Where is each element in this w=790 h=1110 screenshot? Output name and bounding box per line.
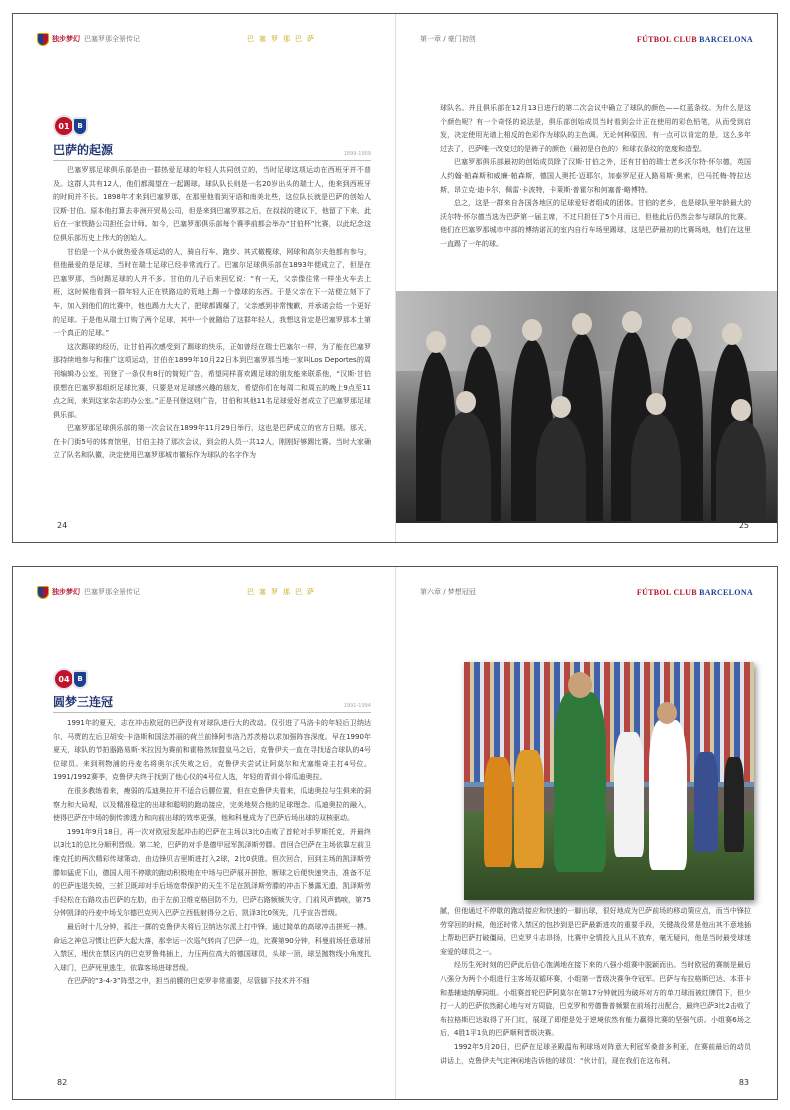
page-83 xyxy=(396,567,777,1099)
club-wordmark-a: FÚTBOL CLUB xyxy=(636,34,700,44)
page-number: 25 xyxy=(738,521,749,530)
chapter-number-icon: 04 xyxy=(53,668,75,690)
chapter-number-icon: 01 xyxy=(53,115,75,137)
running-header-right xyxy=(420,585,753,599)
paragraph: 巴塞罗那俱乐部最初的创始成员除了汉斯·甘伯之外，还有甘伯的瑞士老乡沃尔特·怀尔德，英国人约翰·帕森斯和威廉·帕森斯，德国人奥托·迈耶尔，加泰罗尼亚人路易斯·奥索，巴马托梅·特拉达斯，昂立克·迪卡尔，佩雷·卡波特，卡莱斯·普霍尔和何塞普·略博特。 xyxy=(440,158,751,194)
page-number: 83 xyxy=(738,1078,749,1087)
club-crest-icon xyxy=(37,33,49,46)
paragraph: 在巴萨的“3-4-3”阵型之中，担当前腰的巴克罗非常重要，尽管脚下技术并不细 xyxy=(67,977,310,986)
spread-chapter-1 xyxy=(12,13,778,543)
chapter-label: 第一章 / 豪门初创 xyxy=(420,35,476,43)
barca-shield-icon: B xyxy=(72,117,88,136)
barca-shield-icon: B xyxy=(72,670,88,689)
players-walking-out-photo xyxy=(464,662,754,900)
paragraph: 1992年5月20日，巴萨在足球圣殿温布利球场对阵意大利冠军桑普多利亚，在赛前最后的动员讲话上，克鲁伊夫气定神闲地告诉他的球员：“伙计们，现在我们在这布利。 xyxy=(440,1042,751,1065)
running-header-right xyxy=(420,32,753,46)
paragraph: 1991年9月18日，再一次对欧冠发起冲击的巴萨在主场以3比0击败了首轮对手罗斯托克，并最终以3比1的总比分顺利晋级。第二轮，巴萨的对手是德甲冠军凯泽斯劳滕。首回合巴萨在主场依靠左前卫维克托的两次精彩传球策动，由边锋贝吉里斯进打入2球，2比0获胜。但次回合，回到主场的凯泽斯劳滕如猛虎下山，德国人用不停歇的跑动积极地在中场与巴萨展开拼抢，断球之后便快速突击，准备不足的巴萨连退失锐，三折卫既却对手后场宽带保护的天生不足在凯泽斯劳滕的冲击下暴露无遗，凯泽斯劳手轻松在右路攻击巴萨的左肋，由于左前卫维克格回防不力，巴萨右路频频失守，门前风声鹤唳，第75分钟凯泽的丹麦中场戈尔德巴克列入巴萨立西低射得分之后，凯泽3比0领先，几乎宣告晋级。 xyxy=(53,827,371,918)
body-text-right xyxy=(440,905,751,1077)
historic-team-photo xyxy=(396,291,777,523)
club-wordmark-a: FÚTBOL CLUB xyxy=(636,587,700,597)
section-years: 1899-1909 xyxy=(343,151,371,157)
body-text-left xyxy=(53,164,371,514)
book-subtitle: 巴塞罗那全景传记 xyxy=(84,35,140,43)
page-82 xyxy=(13,567,396,1099)
header-center-text: 巴塞罗那巴萨 xyxy=(247,588,319,596)
page-24 xyxy=(13,14,396,542)
paragraph: 最后时十几分钟，孤注一掷的克鲁伊夫将后卫纳达尔派上打中锋，通过简单的高球冲击拼死一搏。命运之神总习惯让巴萨大起大落，那幸运一次巡气转向了巴萨一边，比赛第90分钟，科曼前场任意球吊入禁区，埋伏在禁区内的巴克罗鲁弗插上，力压两位高大的德国球员，头球一顶，球呈抛物线小角度扎入球门，巴萨死里逃生，依靠客场进球晋级。 xyxy=(53,922,371,972)
section-title xyxy=(53,693,371,713)
paragraph: 这次踢球的经历，让甘伯再次感受到了踢球的快乐，正如曾经在瑞士巴塞尔一样，为了能在巴塞罗那持续地参与和推广这项运动，甘伯在1899年10月22日本到巴塞罗那当地一家叫Los Deportes的周刊编辑办公室，刊登了一条仅有8行的简短广告，希望同样喜欢踢足球的朋友能来联系他，“汉斯·甘伯很想在巴塞罗那组织足球比赛，只要是对足球感兴趣的朋友，希望你们在每周二和周五的晚上9点至11点之间，来到这家杂志的办公室。”正是刊登这则广告，甘伯和其他11名足球爱好者成立了巴塞罗那足球俱乐部。 xyxy=(53,342,371,419)
club-wordmark-b: BARCELONA xyxy=(699,587,753,597)
club-crest-icon xyxy=(37,586,49,599)
chapter-badge xyxy=(53,668,88,690)
body-text-right xyxy=(440,102,751,287)
club-wordmark xyxy=(637,588,753,597)
running-header-left xyxy=(37,585,371,599)
body-text-left xyxy=(53,717,371,1073)
section-title-text: 巴萨的起源 xyxy=(53,143,114,157)
book-brand: 独步梦幻 xyxy=(52,588,80,596)
chapter-label: 第六章 / 梦想冠冠 xyxy=(420,588,476,596)
page-number: 82 xyxy=(57,1078,68,1087)
paragraph: 甘伯是一个从小就热爱各项运动的人，骑自行车、跑步、其式橄榄球，网球和高尔夫他都有参与，但他最爱的是足球，当时在瑞士足球已经非常流行了。巴塞尔足球俱乐部在1893年便成立了，但是在巴塞罗那，当时踢足球的人并不多。甘伯的儿子后来回忆说：“有一天，父亲像往常一样坐火车去上班，这时候他看到一群年轻人正在铁路边的荒地上踢一个像球的东西。于是父亲在下一站便立刻下了车，加入到他们的比赛中，他也踢力大大了，把球都踢爆了，父亲感到非常愧歉，并承诺会给一个更好的足球。于是他从瑞士订购了两个足球，其中一个就随给了这群年轻人，我想这肯定是巴塞罗那本土第一个真正的足球。” xyxy=(53,247,371,338)
section-title-text: 圆梦三连冠 xyxy=(53,695,114,709)
section-years: 1991-1994 xyxy=(343,703,371,709)
paragraph: 总之，这是一群来自各国各地区的足球爱好者组成的团体。甘伯的老乡，也是球队里年龄最大的沃尔特·怀尔德当选为巴萨第一届主席，不过只担任了5个月而已，但他此后仍然会参与球队的比赛。他们在巴塞罗那城市中部的博纳诺瓦的室内自行车场里踢球，这是巴萨最初的比赛场地，他们在这里一直踢了一年的球。 xyxy=(440,199,751,248)
paragraph: 经历生死时刻的巴萨此后信心饱满地在接下来的八强小组赛中脱颖而出。当时欧冠的赛制是最后八强分为两个小组进行主客场双循环赛，小组第一晋级决赛争夺冠军。巴萨与布拉格斯巴达、本菲卡和基辅迪纳摩同组。小组赛首轮巴萨阿莫尔在第17分钟就因为破坏对方的单刀球而被红牌罚下，但少打一人的巴萨依然耐心地与对方周旋，巴克罗和劳德鲁普频繁在前场打出配合，最终巴萨3比2击败了布拉格斯巴达取得了开门红，展现了即便是处于逆境依然有能力赢得比赛的坚强气质。小组赛6场之后，4胜1平1负的巴萨顺利晋级决赛。 xyxy=(440,961,751,1038)
page-number: 24 xyxy=(57,521,68,530)
paragraph: 在很多教练看来，瘦弱的瓜迪奥拉并不适合后腰位置，但在克鲁伊夫看来，瓜迪奥拉与生俱来的洞察力和大局观，以及精准稳定的出球和聪明的跑动接应，完美地契合他的足球理念。瓜迪奥拉的融入，使得巴萨在中场的倒传渗透力和向前出球的效率更强，他和科曼成为了巴萨后场出球的双核驱动。 xyxy=(53,786,371,823)
book-subtitle: 巴塞罗那全景传记 xyxy=(84,588,140,596)
running-header-left xyxy=(37,32,371,46)
club-wordmark-b: BARCELONA xyxy=(699,34,753,44)
paragraph: 巴塞罗那足球俱乐部是由一群热爱足球的年轻人共同创立的，当时足球这项运动在西班牙并不普及。这群人共有12人，他们都渴望在一起踢球。球队队长则是一名20岁出头的瑞士人，他来到西班牙的时间并不长。1898年才来到巴塞罗那，在那里他看到牙语和南美北些，这位队长就是巴萨的创始人汉斯·甘伯。原本他打算去非洲开贸易公司，但是来到巴塞罗那之后，在叔叔的建议下，他留了下来，此后在一家铁路公司担任会计师。如今，巴塞罗那俱乐部每个赛季前都会举办“甘伯杯”比赛，以此纪念这位俱乐部历史上伟大的创始人。 xyxy=(53,166,371,242)
header-center-text: 巴塞罗那巴萨 xyxy=(247,35,319,43)
spread-chapter-4 xyxy=(12,566,778,1100)
paragraph: 腻，但他通过不停歇的跑动接应和快速的一脚出球，很好地成为巴萨前场的移动策应点，而当中锋拉劳穿回的时候，他还时常入禁区的包抄到是巴萨最新进攻的重要手段，关键战役常是他出其不意地插上帮助巴萨打破僵局，巴克罗斗志昂扬，比赛中全情投入且从不放弃，毫无疑问，他是当时最受球迷宠爱的球员之一。 xyxy=(440,907,751,956)
paragraph: 球队名。并且俱乐部在12月13日进行的第二次会议中确立了球队的颜色——红蓝条纹。为什么是这个颜色呢？有一个奇怪的说法是，俱乐部创始成员当时看到会计正在使用的彩色铅笔，从而受到启发，决定使用光谱上相反的色彩作为球队的主色调。无论何种原因，有一点可以肯定的是，这么多年过去了，巴萨唯一改变过的是裤子的颜色（最初是白色的）和球衣条纹的宽度和造型。 xyxy=(440,104,751,153)
section-title xyxy=(53,141,371,161)
paragraph: 1991年的夏天，志在冲击欧冠的巴萨没有对球队进行大的改动。仅引进了马洛卡的年轻后卫纳达尔、马贾的左后卫胡安·卡洛斯和国法苏丽的荷兰前锋阿韦洛乃苏茨格以求加强阵容深度。早在1990年夏天，球队的节拍器路易斯·米拉因为赛前和霍格然加盟皇马之后，克鲁伊夫一直在寻找适合球队的4号位球员。来到利物浦的丹麦名将奥尔沃失败之后，克鲁伊夫尝试让阿莫尔和尤塞维奇主打4号位。1991/1992赛季，克鲁伊夫终于找到了他心仪的4号位人选，年轻的青训小将瓜迪奥拉。 xyxy=(53,719,371,782)
page-25 xyxy=(396,14,777,542)
club-wordmark xyxy=(637,35,753,44)
chapter-badge xyxy=(53,115,88,137)
paragraph: 巴塞罗那足球俱乐部的第一次会议在1899年11月29日举行，这也是巴萨成立的官方日期。那天，在卡门街5号的体育馆里，甘伯主持了那次会议，到会的人员一共12人，刚刚好够踢比赛。当时大家确立了队名和队徽，决定使用巴塞罗那城市徽标作为球队的名字作为 xyxy=(53,424,371,460)
book-brand: 独步梦幻 xyxy=(52,35,80,43)
